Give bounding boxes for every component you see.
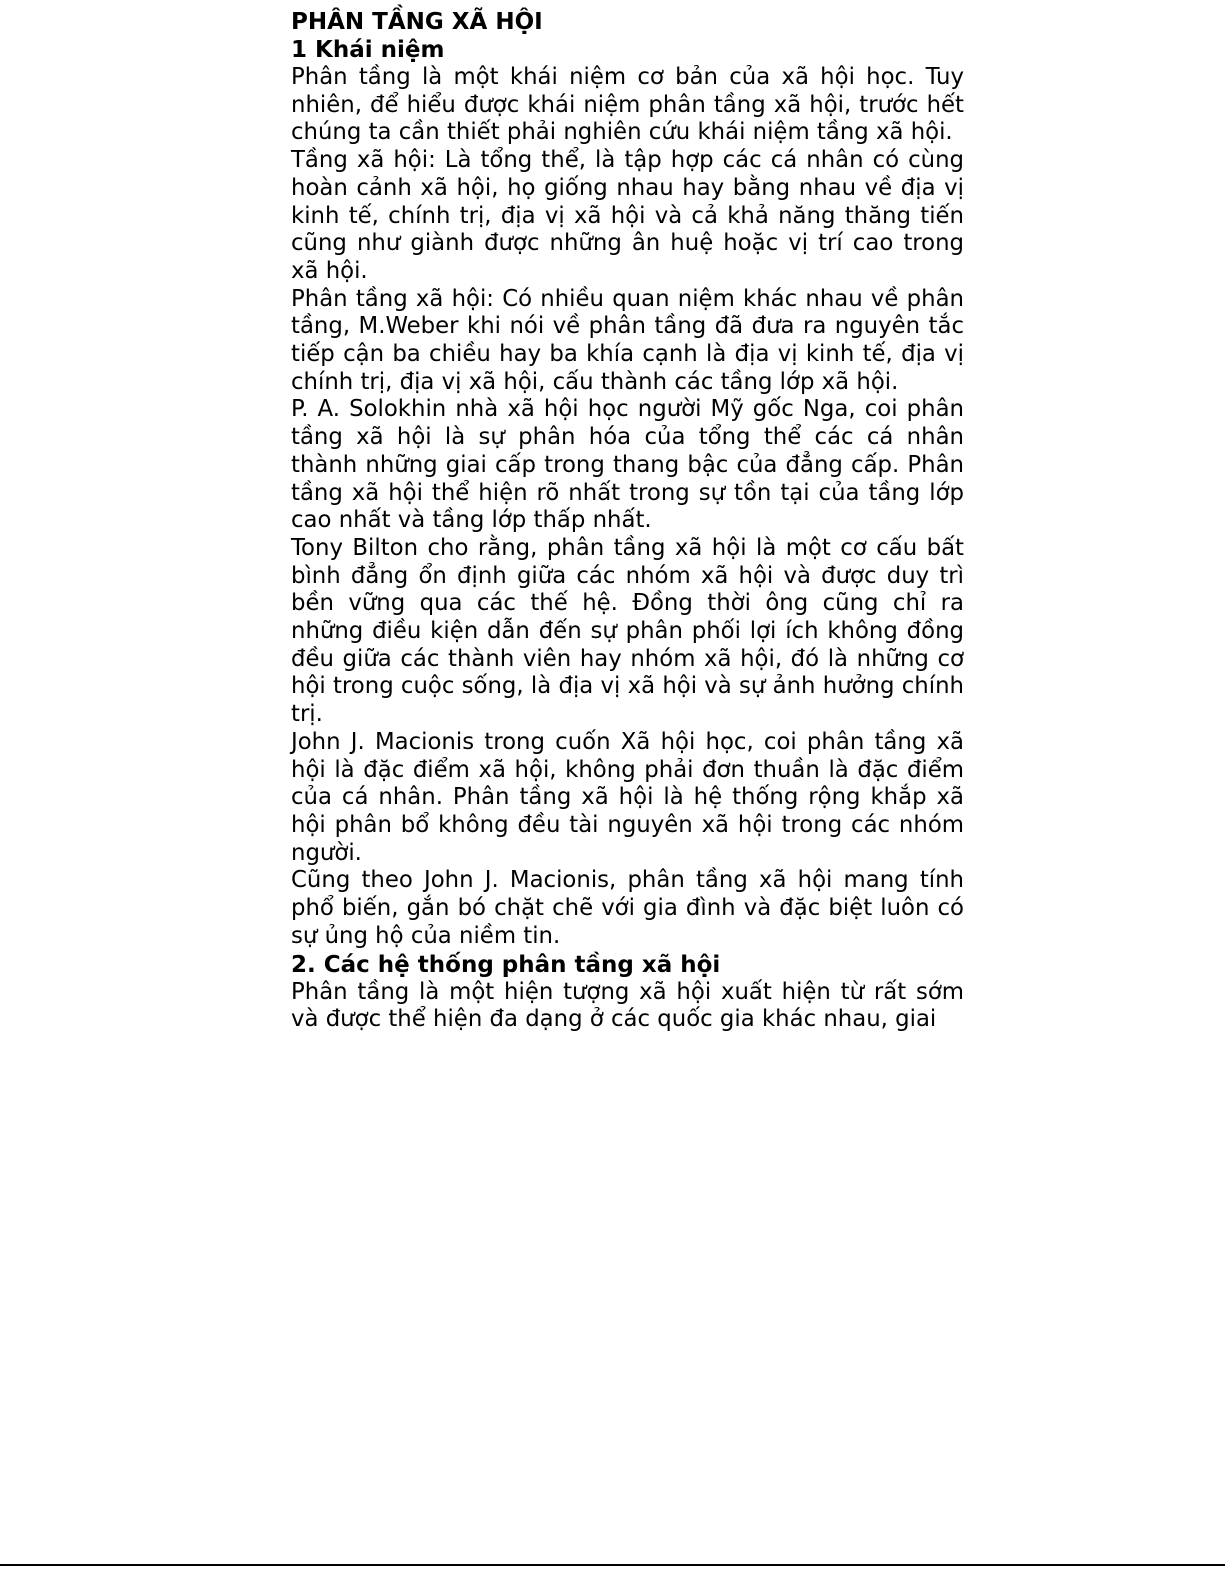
paragraph-bilton: Tony Bilton cho rằng, phân tầng xã hội là một cơ cấu bất bình đẳng ổn định giữa các nhóm xã hội và được duy trì bền vững qua các thế hệ. Đồng thời ông cũng chỉ ra những điều kiện dẫn đến sự phân phối lợi ích không đồng đều giữa các thành viên hay nhóm xã hội, đó là những cơ hội trong cuộc sống, là địa vị xã hội và sự ảnh hưởng chính trị. xyxy=(291,534,964,728)
paragraph-systems-intro: Phân tầng là một hiện tượng xã hội xuất hiện từ rất sớm và được thể hiện đa dạng ở các quốc gia khác nhau, giai xyxy=(291,978,964,1033)
section-heading-concept: 1 Khái niệm xyxy=(291,37,445,63)
paragraph-macionis-belief: Cũng theo John J. Macionis, phân tầng xã hội mang tính phổ biến, gắn bó chặt chẽ với gia đình và đặc biệt luôn có sự ủng hộ của niềm tin. xyxy=(291,867,964,949)
paragraph-macionis: John J. Macionis trong cuốn Xã hội học, coi phân tầng xã hội là đặc điểm xã hội, không phải đơn thuần là đặc điểm của cá nhân. Phân tầng xã hội là hệ thống rộng khắp xã hội phân bổ không đều tài nguyên xã hội trong các nhóm người. xyxy=(291,728,964,866)
paragraph-social-stratum: Tầng xã hội: Là tổng thể, là tập hợp các cá nhân có cùng hoàn cảnh xã hội, họ giống nhau hay bằng nhau về địa vị kinh tế, chính trị, địa vị xã hội và cả khả năng thăng tiến cũng như giành được những ân huệ hoặc vị trí cao trong xã hội. xyxy=(291,147,964,284)
paragraph-solokhin: P. A. Solokhin nhà xã hội học người Mỹ gốc Nga, coi phân tầng xã hội là sự phân hóa của tổng thể các cá nhân thành những giai cấp trong thang bậc của đẳng cấp. Phân tầng xã hội thể hiện rõ nhất trong sự tồn tại của tầng lớp cao nhất và tầng lớp thấp nhất. xyxy=(291,396,964,534)
document-title: PHÂN TẦNG XÃ HỘI xyxy=(291,9,543,35)
section-heading-systems: 2. Các hệ thống phân tầng xã hội xyxy=(291,951,721,978)
paragraph-intro: Phân tầng là một khái niệm cơ bản của xã hội học. Tuy nhiên, để hiểu được khái niệm phân tầng xã hội, trước hết chúng ta cần thiết phải nghiên cứu khái niệm tầng xã hội. xyxy=(291,64,964,146)
paragraph-weber: Phân tầng xã hội: Có nhiều quan niệm khác nhau về phân tầng, M.Weber khi nói về phân tầng đã đưa ra nguyên tắc tiếp cận ba chiều hay ba khía cạnh là địa vị kinh tế, địa vị chính trị, địa vị xã hội, cấu thành các tầng lớp xã hội. xyxy=(291,285,964,395)
page-bottom-divider xyxy=(0,1564,1225,1566)
document-body xyxy=(291,8,964,1034)
